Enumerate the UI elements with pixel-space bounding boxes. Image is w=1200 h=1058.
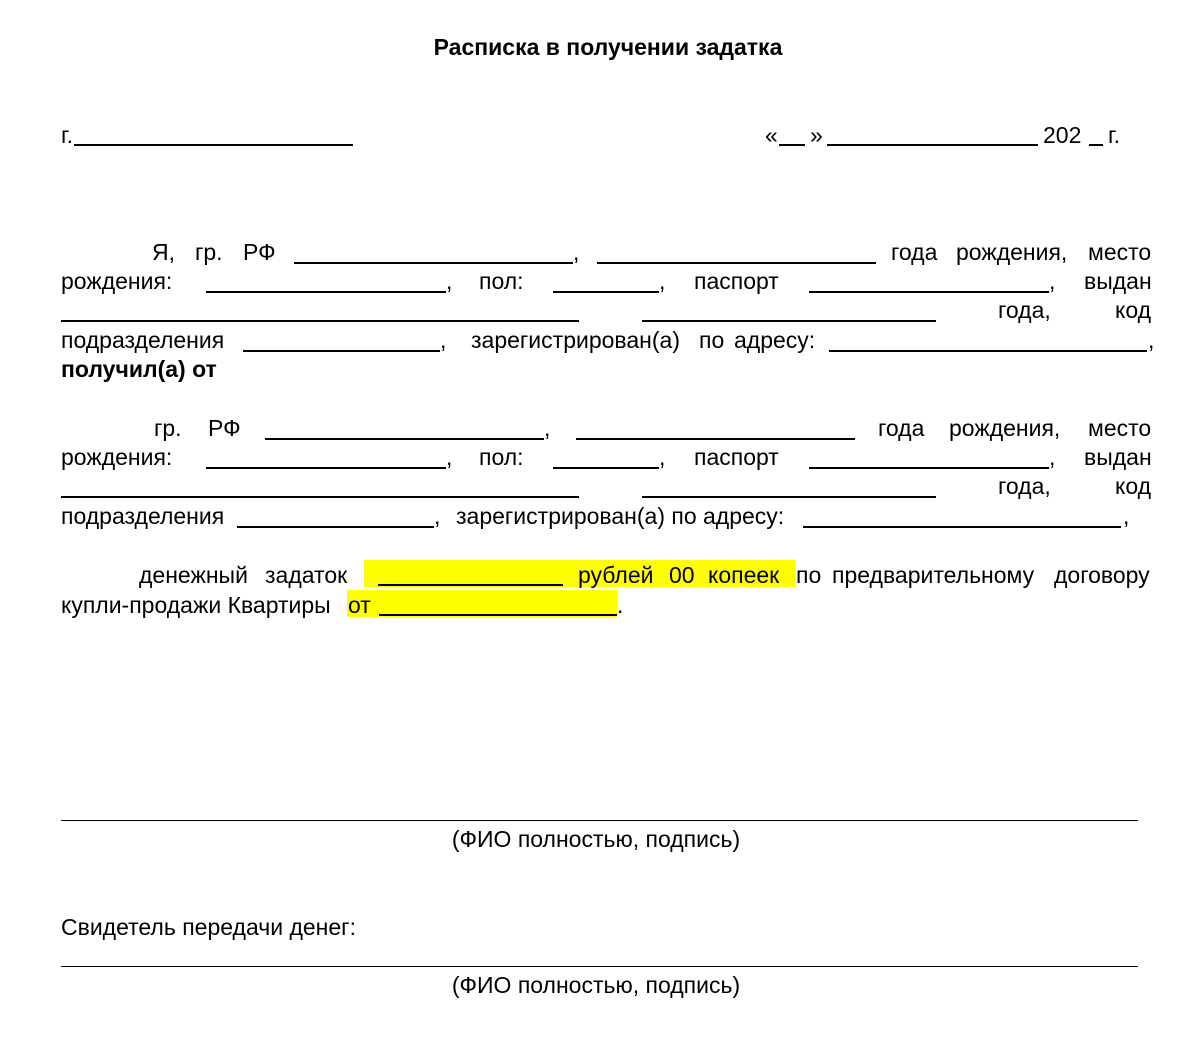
text-word: выдан [1084, 268, 1152, 294]
text-word: . [617, 592, 624, 618]
contract-date-blank [379, 614, 617, 616]
text-word: денежный [139, 562, 248, 588]
text-word: пол: [479, 268, 524, 294]
text-word: , [434, 503, 441, 529]
text-word: рождения, [956, 239, 1068, 265]
passport-blank [809, 291, 1049, 293]
witness-label: Свидетель передачи денег: [61, 914, 356, 940]
text-word: пол: [479, 444, 524, 470]
text-word: выдан [1084, 444, 1152, 470]
amount-blank [378, 584, 563, 586]
text-word: года, [998, 297, 1051, 323]
text-word: 00 [669, 562, 695, 588]
text-word: Я, [152, 239, 175, 265]
text-word: РФ [243, 239, 276, 265]
text-word: гр. [195, 239, 223, 265]
signature-caption: (ФИО полностью, подпись) [451, 826, 741, 852]
text-word: года [878, 415, 925, 441]
text-word: , [573, 239, 580, 265]
address-blank [829, 350, 1147, 352]
year-suffix: г. [1108, 122, 1120, 148]
passport-blank [809, 467, 1049, 469]
text-word: рождения: [61, 268, 173, 294]
text-word: подразделения [61, 327, 225, 353]
text-word: , [446, 268, 453, 294]
text-word: РФ [208, 415, 241, 441]
text-word: , [659, 268, 666, 294]
address-blank [803, 526, 1121, 528]
text-word: подразделения [61, 503, 225, 529]
text-word: , [659, 444, 666, 470]
text-word: года, [998, 473, 1051, 499]
name-blank [294, 262, 573, 264]
text-word: по [699, 327, 725, 353]
text-word: рублей [578, 562, 654, 588]
birthplace-blank [206, 291, 446, 293]
day-blank [779, 144, 805, 146]
contract-date-highlight [347, 590, 617, 617]
year-prefix: 202 [1043, 122, 1082, 148]
text-word: рождения: [61, 444, 173, 470]
date-open-quote: « [765, 122, 778, 148]
text-word: зарегистрирован(а) по адресу: [456, 503, 785, 529]
sex-blank [553, 291, 659, 293]
text-word: предварительному [832, 562, 1035, 588]
text-word: договору [1054, 562, 1150, 588]
text-word: , [1123, 503, 1130, 529]
text-word: паспорт [694, 268, 779, 294]
text-word: место [1088, 415, 1152, 441]
text-word: , [1049, 268, 1056, 294]
text-word: копеек [708, 562, 780, 588]
name-blank [265, 438, 544, 440]
sex-blank [553, 467, 659, 469]
text-word: место [1088, 239, 1152, 265]
text-word: код [1115, 473, 1152, 499]
month-blank [827, 144, 1038, 146]
text-word: от [348, 592, 371, 618]
witness-caption: (ФИО полностью, подпись) [451, 972, 741, 998]
year-digit-blank [1089, 144, 1103, 146]
text-word: , [544, 415, 551, 441]
city-blank [74, 144, 353, 146]
date-close-quote: » [810, 122, 823, 148]
received-from-label: получил(а) от [61, 356, 217, 382]
document-title: Расписка в получении задатка [433, 34, 783, 60]
text-word: адресу: [734, 327, 816, 353]
issue-date-blank [642, 496, 936, 498]
witness-signature-line [61, 966, 1138, 967]
division-code-blank [237, 526, 434, 528]
text-word: , [1049, 444, 1056, 470]
text-word: гр. [154, 415, 182, 441]
text-word: купли-продажи Квартиры [61, 592, 331, 618]
text-word: по [796, 562, 822, 588]
issued-by-blank [61, 496, 579, 498]
text-word: , [1148, 327, 1155, 353]
text-word: , [440, 327, 447, 353]
text-word: код [1115, 297, 1152, 323]
text-word: паспорт [694, 444, 779, 470]
text-word: задаток [265, 562, 348, 588]
issued-by-blank [61, 320, 579, 322]
issue-date-blank [642, 320, 936, 322]
birthdate-blank [597, 262, 876, 264]
city-prefix: г. [61, 122, 73, 148]
text-word: зарегистрирован(а) [471, 327, 680, 353]
birthdate-blank [576, 438, 855, 440]
birthplace-blank [206, 467, 446, 469]
division-code-blank [243, 350, 440, 352]
text-word: рождения, [949, 415, 1061, 441]
text-word: года [891, 239, 938, 265]
signature-line [61, 820, 1138, 821]
text-word: , [446, 444, 453, 470]
